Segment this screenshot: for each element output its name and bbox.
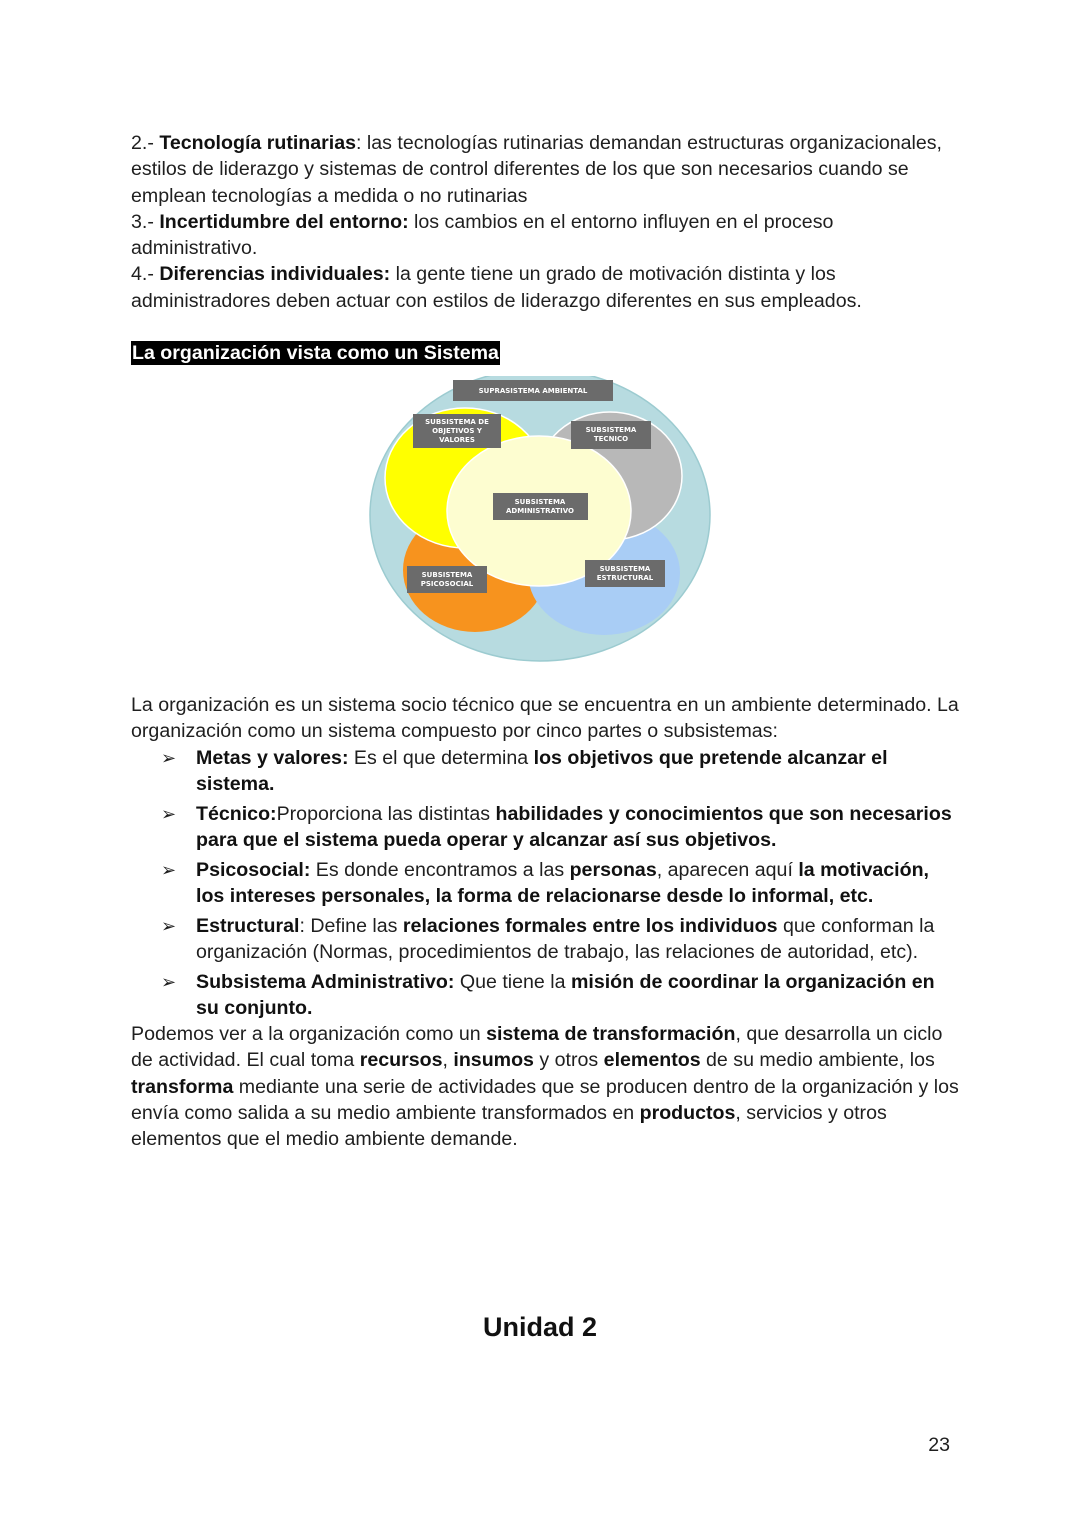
term-tecnologia: Tecnología rutinarias [159, 132, 357, 154]
svg-text:SUBSISTEMA: SUBSISTEMA [585, 426, 637, 434]
svg-text:ESTRUCTURAL: ESTRUCTURAL [596, 574, 654, 582]
svg-text:SUBSISTEMA: SUBSISTEMA [599, 565, 651, 573]
label-psicosocial [407, 566, 487, 593]
label-suprasistema [453, 380, 613, 401]
subsystem-list [131, 745, 961, 1025]
svg-text:TECNICO: TECNICO [593, 435, 629, 443]
unit-title: Unidad 2 [482, 1312, 597, 1342]
arrow-bullet-icon: ➢ [161, 915, 177, 936]
list-item: ➢ Subsistema Administrativo: Que tiene la misión de coordinar la organización en su conjunto. [161, 970, 935, 1020]
top-paragraphs [131, 130, 961, 314]
label-suprasistema-text: SUPRASISTEMA AMBIENTAL [478, 387, 588, 395]
arrow-bullet-icon: ➢ [161, 859, 177, 880]
label-tecnico [571, 421, 651, 449]
svg-text:OBJETIVOS Y: OBJETIVOS Y [432, 427, 482, 435]
svg-text:PSICOSOCIAL: PSICOSOCIAL [420, 580, 474, 588]
list-item: ➢ Psicosocial: Es donde encontramos a las personas, aparecen aquí la motivación, los intereses personales, la forma de relacionarse desde lo informal, etc. [161, 858, 930, 908]
term-diferencias: Diferencias individuales: [159, 263, 391, 286]
paragraph-diferencias: 4.- Diferencias individuales: la gente tiene un grado de motivación distinta y los administradores deben actuar con estilos de liderazgo diferentes en sus empleados. [131, 263, 862, 312]
closing-paragraph: Podemos ver a la organización como un sistema de transformación, que desarrolla un ciclo de actividad. El cual toma recursos, insumos y otros elementos de su medio ambiente, los transforma mediante una serie de actividades que se producen dentro de la organización y los envía como salida a su medio ambiente transformados en productos, servicios y otros elementos que el medio ambiente demande. [131, 1023, 959, 1151]
svg-text:SUBSISTEMA: SUBSISTEMA [514, 498, 566, 506]
label-estructural [585, 560, 665, 587]
list-item: ➢ Metas y valores: Es el que determina los objetivos que pretende alcanzar el sistema. [161, 747, 888, 796]
organization-system-diagram [365, 376, 715, 666]
label-administrativo [493, 493, 588, 520]
arrow-bullet-icon: ➢ [161, 803, 177, 824]
section-heading: La organización vista como un Sistema [132, 342, 499, 364]
list-item: ➢ Técnico:Proporciona las distintas habilidades y conocimientos que son necesarios para que el sistema pueda operar y alcanzar así sus objetivos. [161, 802, 952, 852]
paragraph-tecnologia: 2.- Tecnología rutinarias: las tecnologías rutinarias demandan estructuras organizacionales, estilos de liderazgo y sistemas de control diferentes de los que son necesarios cuando se emplean tecnologías a medida o no rutinarias [131, 132, 942, 207]
svg-text:ADMINISTRATIVO: ADMINISTRATIVO [506, 507, 574, 515]
page-number: 23 [928, 1434, 950, 1456]
intro-paragraph: La organización es un sistema socio técnico que se encuentra en un ambiente determinado. La organización como un sistema compuesto por cinco partes o subsistemas: [131, 694, 959, 743]
label-objetivos [413, 414, 501, 448]
arrow-bullet-icon: ➢ [161, 971, 177, 992]
arrow-bullet-icon: ➢ [161, 748, 177, 768]
svg-text:VALORES: VALORES [439, 436, 475, 444]
svg-text:SUBSISTEMA: SUBSISTEMA [421, 571, 473, 579]
list-item: ➢ Estructural: Define las relaciones formales entre los individuos que conforman la organización (Normas, procedimientos de trabajo, las relaciones de autoridad, etc). [161, 914, 935, 964]
svg-text:SUBSISTEMA DE: SUBSISTEMA DE [425, 418, 489, 426]
paragraph-incertidumbre: 3.- Incertidumbre del entorno: los cambios en el entorno influyen en el proceso administrativo. [131, 210, 834, 260]
term-incertidumbre: Incertidumbre del entorno: [159, 210, 409, 233]
